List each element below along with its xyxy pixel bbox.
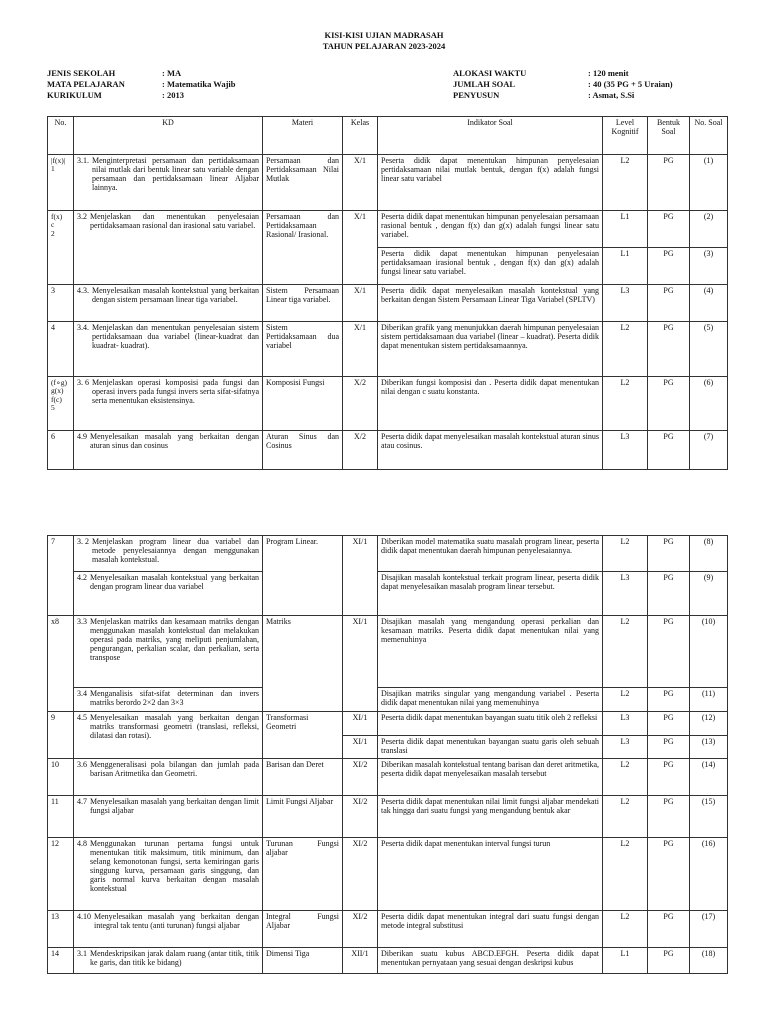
kd-code: 3. 2	[77, 537, 89, 546]
cell-bentuk: PG	[648, 211, 690, 248]
kd-text: Menjelaskan dan menentukan penyelesaian pertidaksamaan rasional dan irasional satu variabel.	[90, 212, 259, 230]
cell-bentuk: PG	[648, 322, 690, 377]
kd-text: Menyelesaikan masalah kontekstual yang berkaitan dengan sistem persamaan linear tiga variabel.	[92, 286, 259, 304]
cell-indikator: Peserta didik dapat menentukan nilai limit fungsi aljabar mendekati tak hingga dari suatu fungsi yang mengandung bentuk akar	[378, 795, 603, 837]
kisi-kisi-table-1	[47, 116, 728, 470]
kd-text: Menginterpretasi persamaan dan pertidaksamaan nilai mutlak dari bentuk linear satu variable dengan persamaan dan pertidaksamaan linear Aljabar lainnya.	[92, 156, 259, 192]
cell-no-soal: (2)	[690, 211, 728, 248]
cell-bentuk: PG	[648, 712, 690, 736]
cell-no-soal: (3)	[690, 248, 728, 285]
cell-materi: Integral Fungsi Aljabar	[263, 910, 343, 947]
cell-no-soal: (5)	[690, 322, 728, 377]
cell-materi: Transformasi Geometri	[263, 712, 343, 759]
kd-code: 4.9	[77, 432, 87, 441]
table-row	[48, 795, 728, 837]
cell-no	[48, 155, 74, 211]
cell-materi: Matriks	[263, 616, 343, 712]
cell-indikator: Peserta didik dapat menyelesaikan masalah kontekstual yang berkaitan dengan Sistem Persamaan Linear Tiga Variabel (SPLTV)	[378, 285, 603, 322]
cell-indikator: Peserta didik dapat menentukan bayangan suatu garis oleh sebuah translasi	[378, 736, 603, 759]
cell-kelas: X/1	[343, 285, 378, 322]
cell-materi: Turunan Fungsi aljabar	[263, 837, 343, 910]
kd-code: 3.3	[77, 617, 87, 626]
info-left	[47, 68, 307, 104]
cell-bentuk: PG	[648, 155, 690, 211]
cell-no-soal: (1)	[690, 155, 728, 211]
cell-kelas: XI/2	[343, 910, 378, 947]
table-row	[48, 322, 728, 377]
info-label-jumlah-soal: JUMLAH SOAL	[453, 79, 516, 89]
cell-kd	[74, 155, 263, 211]
cell-kelas: XI/2	[343, 795, 378, 837]
kd-code: 3.1	[77, 948, 87, 958]
no-value: 5	[51, 403, 55, 413]
cell-indikator: Peserta didik dapat menentukan bayangan suatu titik oleh 2 refleksi	[378, 712, 603, 736]
cell-kd	[74, 431, 263, 470]
table-row	[48, 910, 728, 947]
cell-no: 6	[48, 431, 74, 470]
header-level: Level Kognitif	[603, 117, 648, 155]
cell-kelas: X/2	[343, 431, 378, 470]
header-kd: KD	[74, 117, 263, 155]
cell-bentuk: PG	[648, 758, 690, 795]
cell-bentuk: PG	[648, 377, 690, 431]
header-materi: Materi	[263, 117, 343, 155]
cell-indikator: Diberikan masalah kontekstual tentang barisan dan deret aritmetika, peserta didik dapat menyelesaikan masalah tersebut	[378, 758, 603, 795]
kisi-kisi-table-2	[47, 535, 728, 974]
table-row	[48, 377, 728, 431]
cell-kelas: XII/1	[343, 947, 378, 973]
cell-indikator: Peserta didik dapat menentukan himpunan penyelesaian pertidaksamaan nilai mutlak bentuk, dengan f(x) adalah fungsi linear satu variabel	[378, 155, 603, 211]
document-title: KISI-KISI UJIAN MADRASAH	[324, 30, 444, 40]
cell-kelas: X/1	[343, 322, 378, 377]
cell-level: L2	[603, 910, 648, 947]
cell-kd	[74, 712, 263, 759]
table-row	[48, 616, 728, 688]
kd-text: Menggeneralisasi pola bilangan dan jumlah pada barisan Aritmetika dan Geometri.	[90, 759, 259, 778]
table-row	[48, 155, 728, 211]
kd-text: Menyelesaikan masalah kontekstual yang berkaitan dengan program linear dua variabel	[90, 573, 259, 591]
cell-no-soal: (17)	[690, 910, 728, 947]
cell-bentuk: PG	[648, 616, 690, 688]
info-value-kurikulum: : 2013	[162, 90, 184, 100]
cell-kelas: X/2	[343, 377, 378, 431]
cell-bentuk: PG	[648, 795, 690, 837]
cell-kd	[74, 795, 263, 837]
cell-no-soal: (9)	[690, 572, 728, 616]
kd-text: Menjelaskan operasi komposisi pada fungsi dan operasi invers pada fungsi invers serta sifat-sifatnya serta menentukan eksistensinya.	[92, 378, 259, 405]
cell-level: L3	[603, 572, 648, 616]
cell-bentuk: PG	[648, 248, 690, 285]
cell-materi: Limit Fungsi Aljabar	[263, 795, 343, 837]
cell-kd	[74, 758, 263, 795]
cell-kelas: XI/1	[343, 712, 378, 736]
kd-text: Menyelesaikan masalah yang berkaitan dengan integral tak tentu (anti turunan) fungsi aljabar	[94, 911, 259, 930]
kd-code: 3.1.	[77, 156, 89, 165]
cell-no: 3	[48, 285, 74, 322]
info-value-jumlah-soal: : 40 (35 PG + 5 Uraian)	[588, 79, 673, 89]
cell-kelas: XI/1	[343, 536, 378, 616]
cell-bentuk: PG	[648, 572, 690, 616]
table-row	[48, 758, 728, 795]
cell-no: 4	[48, 322, 74, 377]
header-kelas: Kelas	[343, 117, 378, 155]
cell-level: L1	[603, 211, 648, 248]
no-formula: g(x)	[51, 386, 64, 396]
cell-level: L2	[603, 758, 648, 795]
kd-code: 4.5	[77, 713, 87, 722]
kd-text: Menjelaskan matriks dan kesamaan matriks dengan menggunakan masalah kontekstual dan melakukan operasi pada matriks, yang meliputi penjumlahan, pengurangan, perkalian scalar, dan perkalian, serta transpose	[90, 617, 259, 662]
cell-level: L3	[603, 712, 648, 736]
cell-materi: Persamaan dan Pertidaksamaan Nilai Mutlak	[263, 155, 343, 211]
cell-kd	[74, 910, 263, 947]
table-row	[48, 947, 728, 973]
cell-kd	[74, 572, 263, 616]
cell-indikator: Peserta didik dapat menentukan himpunan penyelesaian persamaan rasional bentuk , dengan f(x) dan g(x) adalah fungsi linear satu variabel.	[378, 211, 603, 248]
kd-text: Menyelesaikan masalah yang berkaitan dengan matriks transformasi geometri (translasi, refleksi, dilatasi dan rotasi).	[90, 713, 259, 740]
cell-kd	[74, 377, 263, 431]
kd-code: 3. 6	[77, 378, 89, 387]
cell-no: 14	[48, 947, 74, 973]
cell-bentuk: PG	[648, 910, 690, 947]
cell-materi: Aturan Sinus dan Cosinus	[263, 431, 343, 470]
cell-no-soal: (12)	[690, 712, 728, 736]
cell-no-soal: (7)	[690, 431, 728, 470]
cell-level: L2	[603, 795, 648, 837]
cell-indikator: Peserta didik dapat menentukan interval fungsi turun	[378, 837, 603, 910]
table-row	[48, 285, 728, 322]
cell-no-soal: (16)	[690, 837, 728, 910]
kd-text: Menggunakan turunan pertama fungsi untuk menentukan titik maksimum, titik minimum, dan selang kemonotonan fungsi, serta kemiringan garis singgung kurva, persamaan garis singgung, dan garis normal kurva berkaitan dengan masalah kontekstual	[90, 838, 259, 893]
cell-no-soal: (15)	[690, 795, 728, 837]
cell-bentuk: PG	[648, 688, 690, 712]
info-label-jenis-sekolah: JENIS SEKOLAH	[47, 68, 116, 78]
kd-code: 3.4	[77, 689, 87, 698]
kd-text: Mendeskripsikan jarak dalam ruang (antar titik, titik ke garis, dan titik ke bidang)	[90, 948, 259, 967]
cell-no: 11	[48, 795, 74, 837]
info-label-kurikulum: KURIKULUM	[47, 90, 102, 100]
cell-no: 7	[48, 536, 74, 616]
no-formula: f(x)	[51, 212, 63, 221]
no-formula: (f∘g)	[51, 378, 67, 387]
kd-code: 4.8	[77, 838, 87, 848]
kd-code: 4.10	[77, 911, 91, 921]
cell-kd	[74, 536, 263, 572]
table-row	[48, 536, 728, 572]
cell-materi: Program Linear.	[263, 536, 343, 616]
cell-kelas: X/1	[343, 211, 378, 285]
cell-kd	[74, 837, 263, 910]
cell-indikator: Diberikan suatu kubus ABCD.EFGH. Peserta didik dapat menentukan pernyataan yang sesuai dengan deskripsi kubus	[378, 947, 603, 973]
cell-indikator: Diberikan grafik yang menunjukkan daerah himpunan penyelesaian sistem pertidaksamaan dua variabel (linear – kuadrat). Peserta didik dapat menentukan sistem pertidaksamaannya.	[378, 322, 603, 377]
cell-no: x8	[48, 616, 74, 712]
no-formula: f(c)	[51, 394, 62, 404]
cell-indikator: Disajikan matriks singular yang mengandung variabel . Peserta didik dapat menentukan nilai yang memenuhinya	[378, 688, 603, 712]
cell-level: L1	[603, 248, 648, 285]
cell-no-soal: (18)	[690, 947, 728, 973]
cell-no	[48, 211, 74, 285]
info-value-jenis-sekolah: : MA	[162, 68, 182, 78]
cell-level: L2	[603, 837, 648, 910]
header-bentuk: Bentuk Soal	[648, 117, 690, 155]
cell-kelas: X/1	[343, 155, 378, 211]
cell-materi: Sistem Pertidaksamaan dua variabel	[263, 322, 343, 377]
cell-level: L2	[603, 536, 648, 572]
cell-kd	[74, 947, 263, 973]
cell-no-soal: (13)	[690, 736, 728, 759]
table-row	[48, 211, 728, 248]
cell-bentuk: PG	[648, 536, 690, 572]
header-no: No.	[48, 117, 74, 155]
no-value: 1	[51, 164, 55, 174]
cell-indikator: Disajikan masalah kontekstual terkait program linear, peserta didik dapat menyelesaikan masalah program linear tersebut.	[378, 572, 603, 616]
cell-level: L3	[603, 736, 648, 759]
cell-no-soal: (10)	[690, 616, 728, 688]
cell-no-soal: (4)	[690, 285, 728, 322]
kd-text: Menyelesaikan masalah yang berkaitan dengan aturan sinus dan cosinus	[90, 432, 259, 450]
cell-bentuk: PG	[648, 736, 690, 759]
kd-text: Menjelaskan program linear dua variabel dan metode penyelesaiannya dengan menggunakan masalah kontekstual.	[92, 537, 259, 564]
table-row	[48, 712, 728, 736]
cell-bentuk: PG	[648, 285, 690, 322]
info-label-mata-pelajaran: MATA PELAJARAN	[47, 79, 125, 89]
cell-no: 12	[48, 837, 74, 910]
kd-code: 4.3.	[77, 286, 89, 295]
cell-materi: Sistem Persamaan Linear tiga variabel.	[263, 285, 343, 322]
cell-level: L2	[603, 688, 648, 712]
cell-materi: Dimensi Tiga	[263, 947, 343, 973]
cell-indikator: Peserta didik dapat menentukan integral dari suatu fungsi dengan metode integral substitusi	[378, 910, 603, 947]
header-no-soal: No. Soal	[690, 117, 728, 155]
cell-level: L2	[603, 616, 648, 688]
cell-no-soal: (8)	[690, 536, 728, 572]
cell-bentuk: PG	[648, 947, 690, 973]
cell-bentuk: PG	[648, 431, 690, 470]
info-value-mata-pelajaran: : Matematika Wajib	[162, 79, 236, 89]
kd-code: 4.7	[77, 796, 87, 806]
kd-code: 3.6	[77, 759, 87, 769]
table-row	[48, 572, 728, 616]
cell-no: 9	[48, 712, 74, 759]
table-header-row	[48, 117, 728, 155]
table-row	[48, 431, 728, 470]
cell-no-soal: (14)	[690, 758, 728, 795]
kd-code: 4.2	[77, 573, 87, 582]
cell-no-soal: (6)	[690, 377, 728, 431]
cell-no	[48, 377, 74, 431]
document-subtitle: TAHUN PELAJARAN 2023-2024	[322, 41, 446, 51]
table-row	[48, 837, 728, 910]
info-right	[453, 68, 723, 104]
cell-bentuk: PG	[648, 837, 690, 910]
cell-kd	[74, 688, 263, 712]
cell-no-soal: (11)	[690, 688, 728, 712]
kd-text: Menyelesaikan masalah yang berkaitan dengan limit fungsi aljabar	[90, 796, 259, 815]
cell-level: L3	[603, 285, 648, 322]
cell-level: L2	[603, 155, 648, 211]
header-indikator: Indikator Soal	[378, 117, 603, 155]
cell-kelas: XI/2	[343, 758, 378, 795]
info-value-penyusun: : Asmat, S.Si	[588, 90, 635, 100]
info-label-alokasi-waktu: ALOKASI WAKTU	[453, 68, 527, 78]
kd-code: 3.2	[77, 212, 87, 221]
cell-materi: Komposisi Fungsi	[263, 377, 343, 431]
cell-indikator: Diberikan fungsi komposisi dan . Peserta didik dapat menentukan nilai dengan c suatu konstanta.	[378, 377, 603, 431]
cell-no: 10	[48, 758, 74, 795]
cell-materi: Persamaan dan Pertidaksamaan Rasional/ Irasional.	[263, 211, 343, 285]
cell-indikator: Disajikan masalah yang mengandung operasi perkalian dan kesamaan matriks. Peserta didik dapat menentukan nilai yang memenuhinya	[378, 616, 603, 688]
cell-kelas: XI/1	[343, 616, 378, 712]
cell-indikator: Diberikan model matematika suatu masalah program linear, peserta didik dapat menentukan daerah himpunan penyelesaiannya.	[378, 536, 603, 572]
cell-level: L1	[603, 947, 648, 973]
cell-kd	[74, 322, 263, 377]
info-value-alokasi-waktu: : 120 menit	[588, 68, 629, 78]
cell-no: 13	[48, 910, 74, 947]
no-value: 2	[51, 228, 55, 238]
no-formula-denominator: c	[51, 220, 55, 230]
cell-level: L2	[603, 322, 648, 377]
cell-indikator: Peserta didik dapat menyelesaikan masalah kontekstual aturan sinus atau cosinus.	[378, 431, 603, 470]
cell-kd	[74, 211, 263, 285]
cell-kelas: XI/2	[343, 837, 378, 910]
kd-text: Menganalisis sifat-sifat determinan dan invers matriks berordo 2×2 dan 3×3	[90, 689, 259, 707]
cell-level: L3	[603, 431, 648, 470]
cell-level: L2	[603, 377, 648, 431]
kd-code: 3.4.	[77, 323, 89, 332]
no-formula: |f(x)|	[51, 156, 66, 165]
cell-kelas: XI/1	[343, 736, 378, 759]
info-label-penyusun: PENYUSUN	[453, 90, 500, 100]
table-row	[48, 688, 728, 712]
cell-materi: Barisan dan Deret	[263, 758, 343, 795]
cell-kd	[74, 285, 263, 322]
cell-indikator: Peserta didik dapat menentukan himpunan penyelesaian pertidaksamaan irasional bentuk , dengan f(x) dan g(x) adalah fungsi linear satu variabel.	[378, 248, 603, 285]
kd-text: Menjelaskan dan menentukan penyelesaian sistem pertidaksamaan dua variabel (linear-kuadrat dan kuadrat- kuadrat).	[92, 323, 259, 350]
cell-kd	[74, 616, 263, 688]
